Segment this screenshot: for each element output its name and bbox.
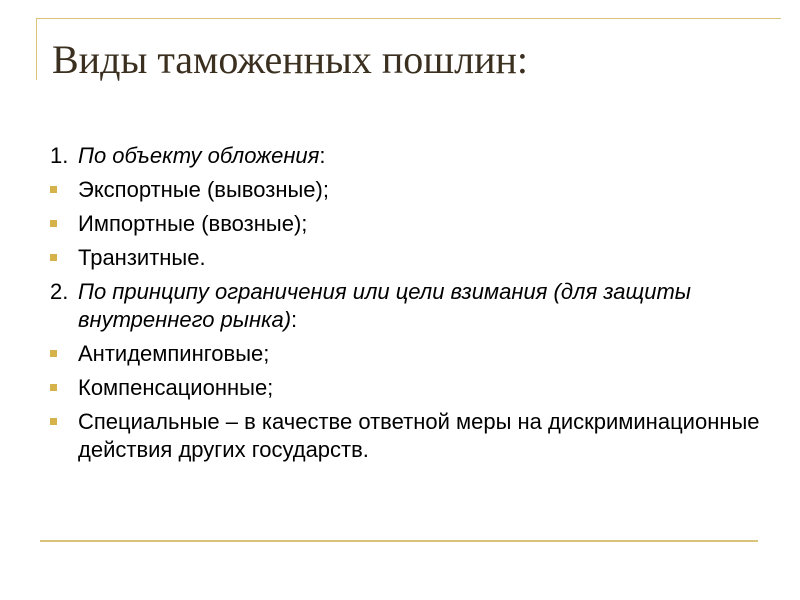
- square-bullet-icon: [50, 220, 57, 227]
- item-text: Экспортные (вывозные);: [78, 177, 329, 202]
- item-text: Антидемпинговые;: [78, 341, 270, 366]
- list-item: [50, 176, 770, 204]
- square-bullet-icon: [50, 350, 57, 357]
- item-italic-text: По принципу ограничения или цели взимания (для защиты внутреннего рынка): [78, 279, 691, 332]
- item-suffix: :: [291, 307, 298, 332]
- item-text: Импортные (ввозные);: [78, 211, 308, 236]
- square-bullet-icon: [50, 186, 57, 193]
- frame-left-line: [36, 18, 37, 80]
- item-number: 1.: [50, 143, 69, 168]
- item-number: 2.: [50, 279, 69, 304]
- square-bullet-icon: [50, 384, 57, 391]
- item-text: Компенсационные;: [78, 375, 274, 400]
- list-item: [50, 210, 770, 238]
- slide-title: Виды таможенных пошлин:: [52, 37, 528, 82]
- list-item: [50, 340, 770, 368]
- content-list: [50, 142, 770, 470]
- frame-bottom-line: [40, 540, 758, 542]
- square-bullet-icon: [50, 418, 57, 425]
- frame-top-line: [36, 18, 781, 19]
- item-suffix: :: [319, 143, 326, 168]
- list-item: [50, 374, 770, 402]
- list-item: [50, 244, 770, 272]
- list-item-numbered-1: [50, 142, 770, 170]
- list-item-numbered-2: [50, 278, 770, 334]
- item-text: Транзитные.: [78, 245, 206, 270]
- item-text: Специальные – в качестве ответной меры на дискриминационные действия других государств.: [78, 409, 760, 462]
- item-italic-text: По объекту обложения: [78, 143, 320, 168]
- list-item: [50, 408, 770, 464]
- square-bullet-icon: [50, 254, 57, 261]
